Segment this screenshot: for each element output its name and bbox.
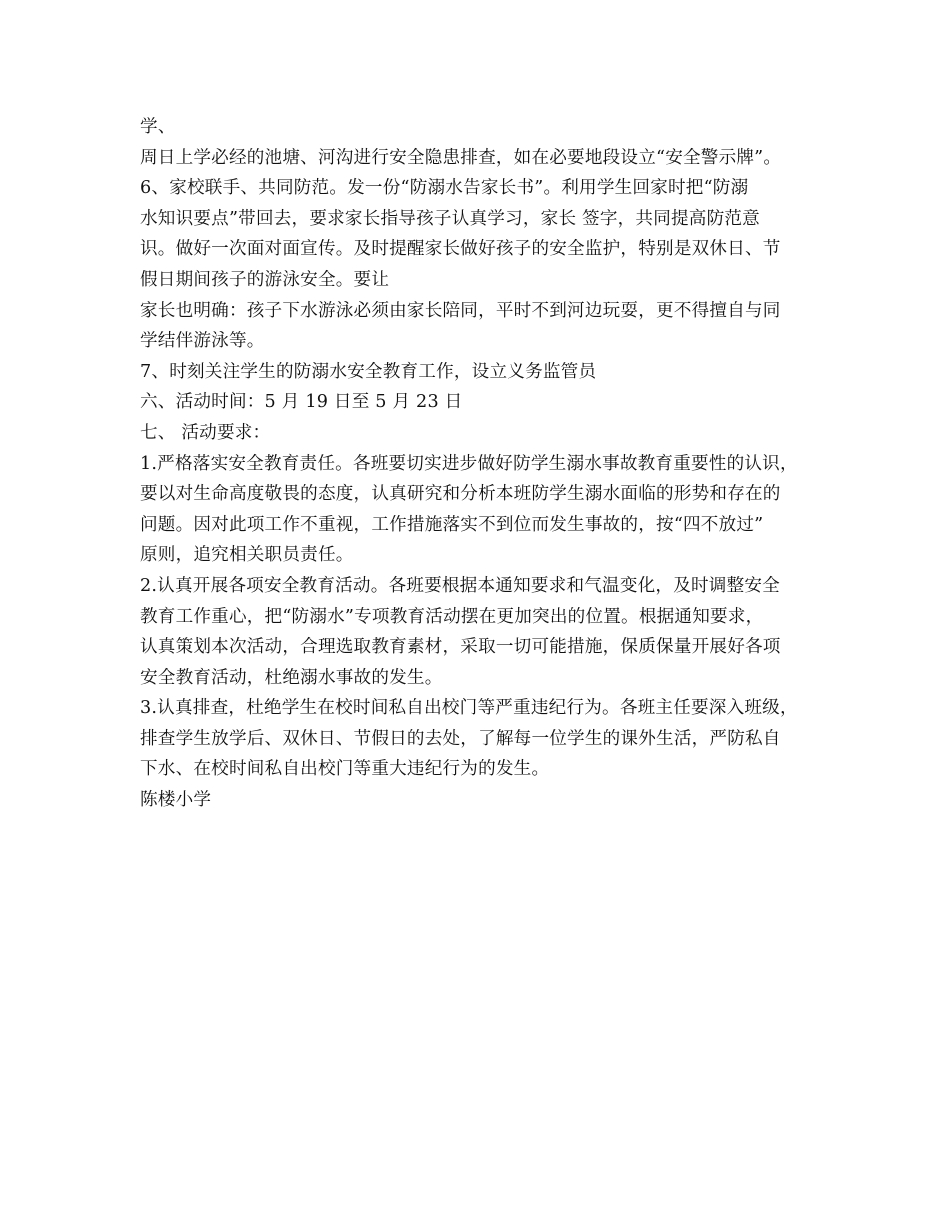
text-line-inspection: 周日上学必经的池塘、河沟进行安全隐患排查，如在必要地段设立“安全警示牌”。: [140, 147, 782, 168]
text-line: 学结伴游泳等。: [140, 331, 265, 352]
text-line: 要以对生命高度敬畏的态度，认真研究和分析本班防学生溺水面临的形势和存在的: [140, 484, 781, 505]
text-line-requirement-2: 2.认真开展各项安全教育活动。各班要根据本通知要求和气温变化，及时调整安全: [140, 575, 780, 596]
text-line: 假日期间孩子的游泳安全。要让: [140, 269, 390, 290]
text-line: 原则，追究相关职员责任。: [140, 545, 354, 566]
document-body: [140, 112, 840, 816]
text-line-item-6: 6、家校联手、共同防范。发一份“防溺水告家长书”。利用学生回家时把“防溺: [140, 178, 749, 199]
signature-school-name: 陈楼小学: [140, 790, 212, 811]
text-line-requirement-1: 1.严格落实安全教育责任。各班要切实进步做好防学生溺水事故教育重要性的认识，: [140, 453, 798, 474]
text-line: 识。做好一次面对面宣传。及时提醒家长做好孩子的安全监护，特别是双休日、节: [140, 239, 781, 260]
text-line: 水知识要点”带回去，要求家长指导孩子认真学习，家长 签字，共同提高防范意: [140, 208, 760, 229]
text-line-continuation: 学、: [140, 117, 176, 137]
text-line: 认真策划本次活动，合理选取教育素材，采取一切可能措施，保质保量开展好各项: [140, 637, 781, 658]
text-line: 下水、在校时间私自出校门等重大违纪行为的发生。: [140, 759, 550, 780]
text-line-requirement-3: 3.认真排查，杜绝学生在校时间私自出校门等严重违纪行为。各班主任要深入班级，: [140, 698, 798, 719]
text-line: 教育工作重心，把“防溺水”专项教育活动摆在更加突出的位置。根据通知要求，: [140, 606, 764, 627]
text-line: 安全教育活动，杜绝溺水事故的发生。: [140, 667, 443, 688]
text-line: 家长也明确：孩子下水游泳必须由家长陪同，平时不到河边玩耍，更不得擅自与同: [140, 300, 781, 321]
section-heading-requirements: 七、 活动要求：: [140, 422, 271, 443]
text-line: 排查学生放学后、双休日、节假日的去处，了解每一位学生的课外生活，严防私自: [140, 728, 781, 749]
text-line: 问题。因对此项工作不重视，工作措施落实不到位而发生事故的，按“四不放过”: [140, 514, 764, 535]
section-heading-activity-time: 六、活动时间：5 月 19 日至 5 月 23 日: [140, 392, 463, 413]
text-line-item-7: 7、时刻关注学生的防溺水安全教育工作，设立义务监管员: [140, 361, 597, 382]
